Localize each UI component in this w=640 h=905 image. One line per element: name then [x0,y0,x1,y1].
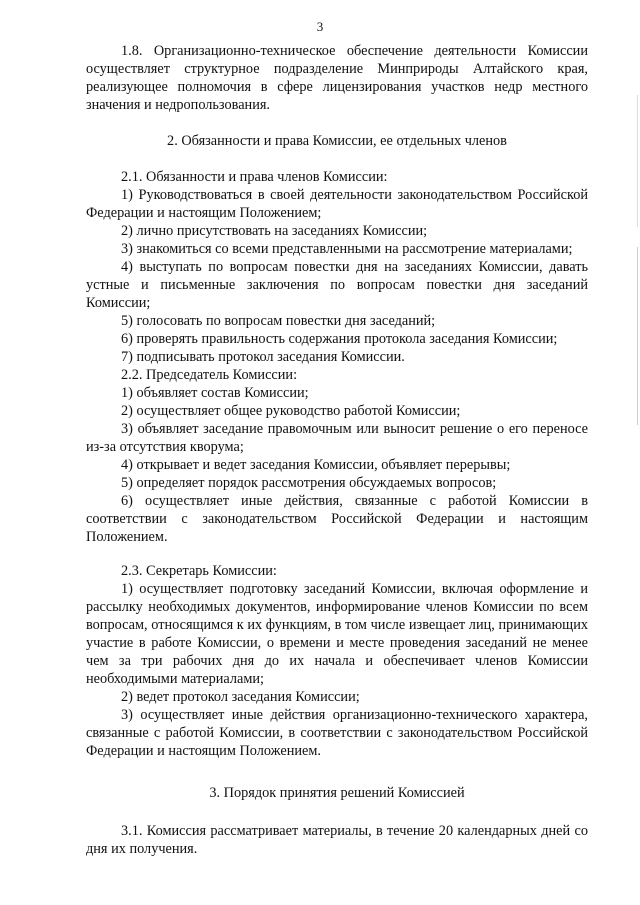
list-item: 2) осуществляет общее руководство работой Комиссии; [121,403,461,419]
subsection-heading-2-2: 2.2. Председатель Комиссии: [121,367,298,383]
list-item: 6) проверять правильность содержания протокола заседания Комиссии; [121,331,558,347]
subsection-heading-2-1: 2.1. Обязанности и права членов Комиссии: [121,169,388,185]
list-item: 5) голосовать по вопросам повестки дня заседаний; [121,313,436,329]
section-heading-3: 3. Порядок принятия решений Комиссией [209,785,465,801]
subsection-heading-2-3: 2.3. Секретарь Комиссии: [121,563,277,579]
page-number: 3 [316,19,324,34]
list-item: 3) объявляет заседание правомочным или выносит решение о его переносе из-за отсутствия кворума; [86,421,588,455]
list-item: 2) ведет протокол заседания Комиссии; [121,689,360,705]
paragraph-1-8: 1.8. Организационно-техническое обеспечение деятельности Комиссии осуществляет структурное подразделение Минприроды Алтайского края, реализующее полномочия в сфере лицензирования участков недр местного значения и недропользования. [86,43,588,113]
list-item: 5) определяет порядок рассмотрения обсуждаемых вопросов; [121,475,497,491]
paragraph-3-1: 3.1. Комиссия рассматривает материалы, в течение 20 календарных дней со дня их получения. [86,823,588,857]
list-item: 4) открывает и ведет заседания Комиссии, объявляет перерывы; [121,457,511,473]
document-body [86,42,588,858]
list-item: 3) осуществляет иные действия организационно-технического характера, связанные с работой Комиссии, в соответствии с законодательством Российской Федерации и настоящим Положением. [86,707,588,759]
list-item: 4) выступать по вопросам повестки дня на заседаниях Комиссии, давать устные и письменные заключения по вопросам повестки дня заседаний Комиссии; [86,259,588,311]
list-item: 3) знакомиться со всеми представленными на рассмотрение материалами; [121,241,573,257]
list-item: 6) осуществляет иные действия, связанные с работой Комиссии в соответствии с законодательством Российской Федерации и настоящим Положением. [86,493,588,545]
section-heading-2: 2. Обязанности и права Комиссии, ее отдельных членов [167,133,507,149]
scan-edge-artifact [637,95,638,425]
list-item: 1) осуществляет подготовку заседаний Комиссии, включая оформление и рассылку необходимых документов, информирование членов Комиссии по всем вопросам, относящимся к их функциям, в том числе извещает лиц, принимающих участие в работе Комиссии, о времени и месте проведения заседаний не менее чем за три рабочих дня до их начала и обеспечивает членов Комиссии необходимыми материалами; [86,581,588,687]
list-item: 1) объявляет состав Комиссии; [121,385,309,401]
list-item: 7) подписывать протокол заседания Комиссии. [121,349,405,365]
list-item: 1) Руководствоваться в своей деятельности законодательством Российской Федерации и настоящим Положением; [86,187,588,221]
list-item: 2) лично присутствовать на заседаниях Комиссии; [121,223,428,239]
